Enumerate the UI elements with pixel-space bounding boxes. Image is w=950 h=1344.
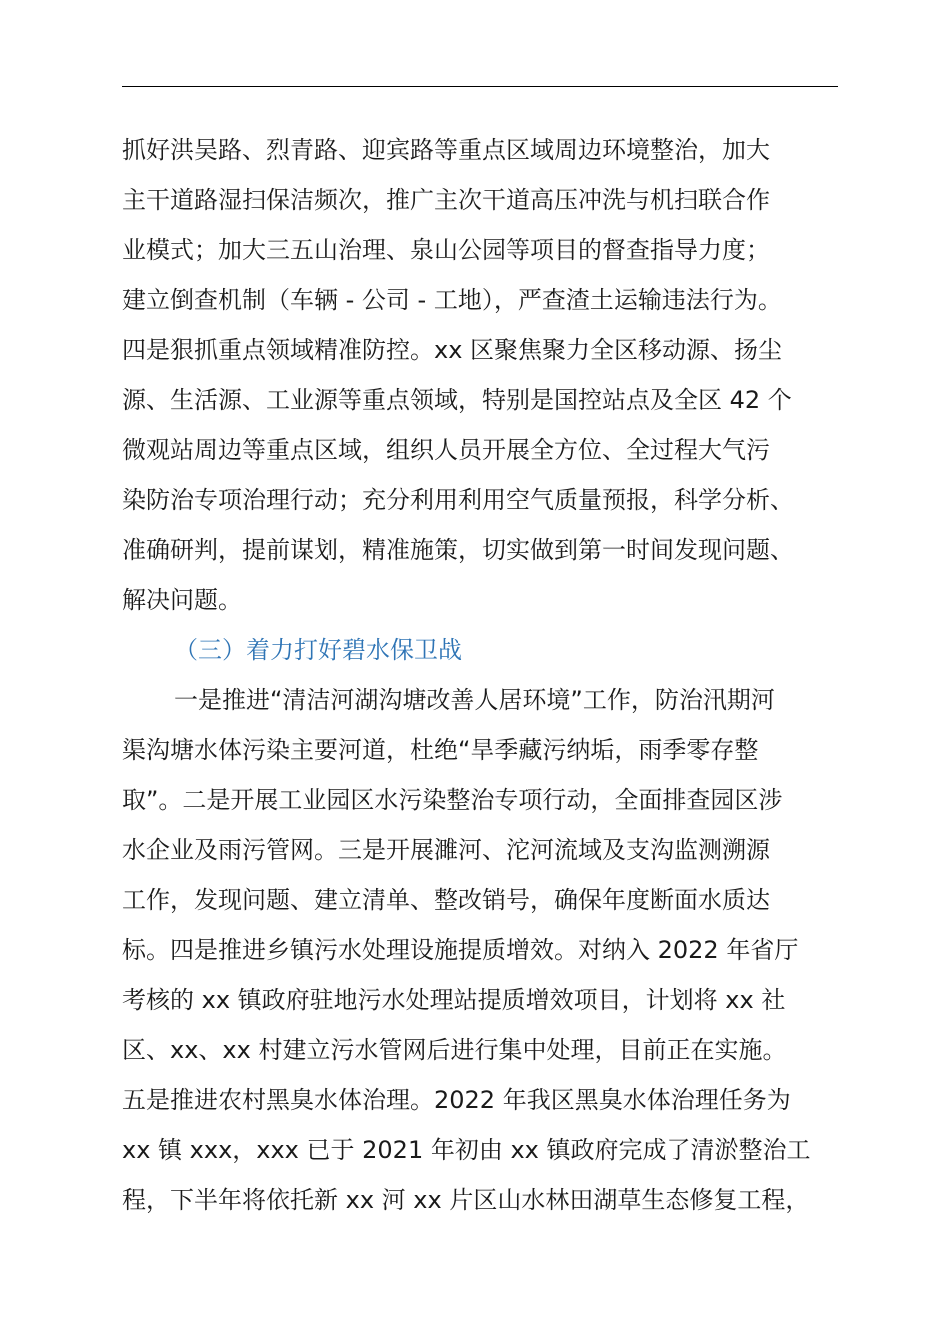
text-line: 解决问题。 bbox=[122, 586, 242, 614]
text-line: 取”。二是开展工业园区水污染整治专项行动，全面排查园区涉 bbox=[122, 786, 783, 814]
text-line: xx 镇 xxx，xxx 已于 2021 年初由 xx 镇政府完成了清淤整治工 bbox=[122, 1136, 811, 1164]
text-line: 一是推进“清洁河湖沟塘改善人居环境”工作，防治汛期河 bbox=[174, 686, 775, 714]
header-rule bbox=[122, 86, 838, 87]
text-line: 渠沟塘水体污染主要河道，杜绝“旱季藏污纳垢，雨季零存整 bbox=[122, 736, 759, 764]
text-line: 五是推进农村黑臭水体治理。2022 年我区黑臭水体治理任务为 bbox=[122, 1086, 791, 1114]
paragraph-air-control bbox=[122, 125, 852, 625]
text-line: 抓好洪吴路、烈青路、迎宾路等重点区域周边环境整治，加大 bbox=[122, 136, 770, 164]
text-line: 水企业及雨污管网。三是开展濉河、沱河流域及支沟监测溯源 bbox=[122, 836, 770, 864]
text-line: 主干道路湿扫保洁频次，推广主次干道高压冲洗与机扫联合作 bbox=[122, 186, 770, 214]
text-line: 染防治专项治理行动；充分利用利用空气质量预报，科学分析、 bbox=[122, 486, 794, 514]
paragraph-water-protection bbox=[122, 675, 852, 1225]
text-line: 考核的 xx 镇政府驻地污水处理站提质增效项目，计划将 xx 社 bbox=[122, 986, 786, 1014]
text-line: 四是狠抓重点领域精准防控。xx 区聚焦聚力全区移动源、扬尘 bbox=[122, 336, 783, 364]
text-line: 标。四是推进乡镇污水处理设施提质增效。对纳入 2022 年省厅 bbox=[122, 936, 799, 964]
text-line: 区、xx、xx 村建立污水管网后进行集中处理，目前正在实施。 bbox=[122, 1036, 787, 1064]
text-line: 准确研判，提前谋划，精准施策，切实做到第一时间发现问题、 bbox=[122, 536, 794, 564]
text-line: 工作，发现问题、建立清单、整改销号，确保年度断面水质达 bbox=[122, 886, 770, 914]
text-line: 源、生活源、工业源等重点领域，特别是国控站点及全区 42 个 bbox=[122, 386, 792, 414]
text-line: 程，下半年将依托新 xx 河 xx 片区山水林田湖草生态修复工程， bbox=[122, 1186, 810, 1214]
text-line: 业模式；加大三五山治理、泉山公园等项目的督查指导力度； bbox=[122, 236, 770, 264]
text-line: 建立倒查机制（车辆 - 公司 - 工地），严查渣土运输违法行为。 bbox=[122, 286, 782, 314]
section-heading: （三）着力打好碧水保卫战 bbox=[174, 636, 462, 664]
text-line: 微观站周边等重点区域，组织人员开展全方位、全过程大气污 bbox=[122, 436, 770, 464]
